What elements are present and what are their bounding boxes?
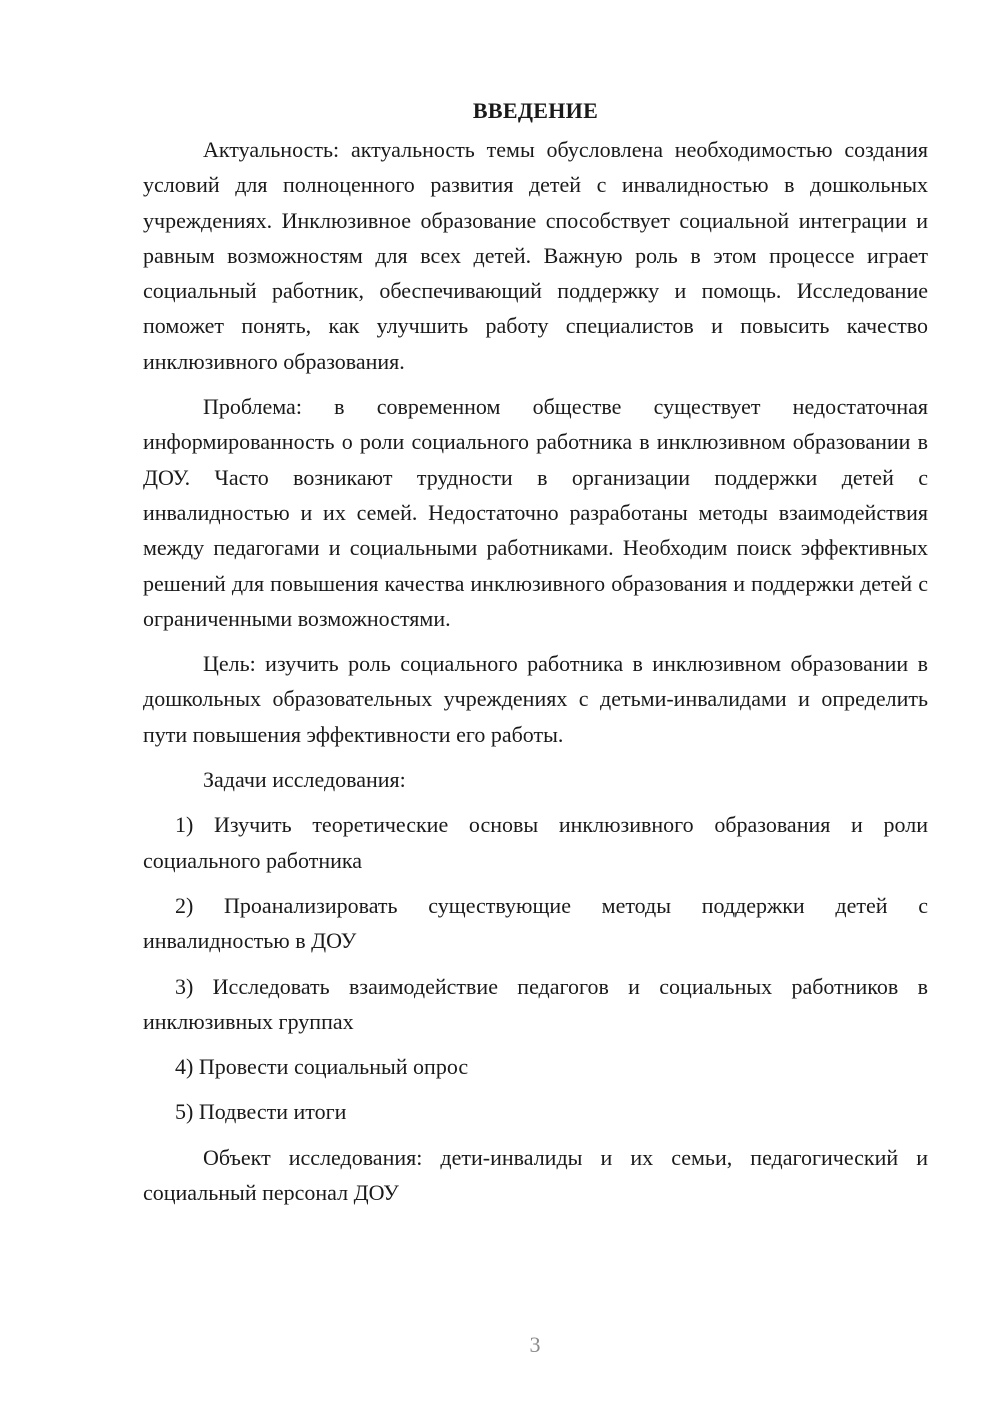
paragraph-relevance: Актуальность: актуальность темы обусловлена необходимостью создания условий для полноценного развития детей с инвалидностью в дошкольных учреждениях. Инклюзивное образование способствует социальной интеграции и равным возможностям для всех детей. Важную роль в этом процессе играет социальный работник, обеспечивающий поддержку и помощь. Исследование поможет понять, как улучшить работу специалистов и повысить качество инклюзивного образования. — [143, 137, 928, 374]
page-number: 3 — [529, 1332, 541, 1357]
task-item-1: 1) Изучить теоретические основы инклюзивного образования и роли социального работника — [143, 812, 928, 873]
task-item-4: 4) Провести социальный опрос — [175, 1054, 469, 1080]
paragraph-goal: Цель: изучить роль социального работника в инклюзивном образовании в дошкольных образовательных учреждениях с детьми-инвалидами и определить пути повышения эффективности его работы. — [143, 651, 928, 747]
page-content — [143, 93, 928, 1220]
tasks-heading: Задачи исследования: — [203, 767, 406, 793]
task-item-3: 3) Исследовать взаимодействие педагогов и социальных работников в инклюзивных группах — [143, 973, 928, 1034]
page-title: ВВЕДЕНИЕ — [472, 98, 599, 123]
paragraph-object: Объект исследования: дети-инвалиды и их семьи, педагогический и социальный персонал ДОУ — [143, 1144, 928, 1206]
task-item-5: 5) Подвести итоги — [175, 1099, 347, 1125]
paragraph-problem: Проблема: в современном обществе существует недостаточная информированность о роли социального работника в инклюзивном образовании в ДОУ. Часто возникают трудности в организации поддержки детей с инвалидностью и их семей. Недостаточно разработаны методы взаимодействия между педагогами и социальными работниками. Необходим поиск эффективных решений для повышения качества инклюзивного образования и поддержки детей с ограниченными возможностями. — [143, 394, 928, 631]
task-item-2: 2) Проанализировать существующие методы поддержки детей с инвалидностью в ДОУ — [143, 892, 928, 954]
